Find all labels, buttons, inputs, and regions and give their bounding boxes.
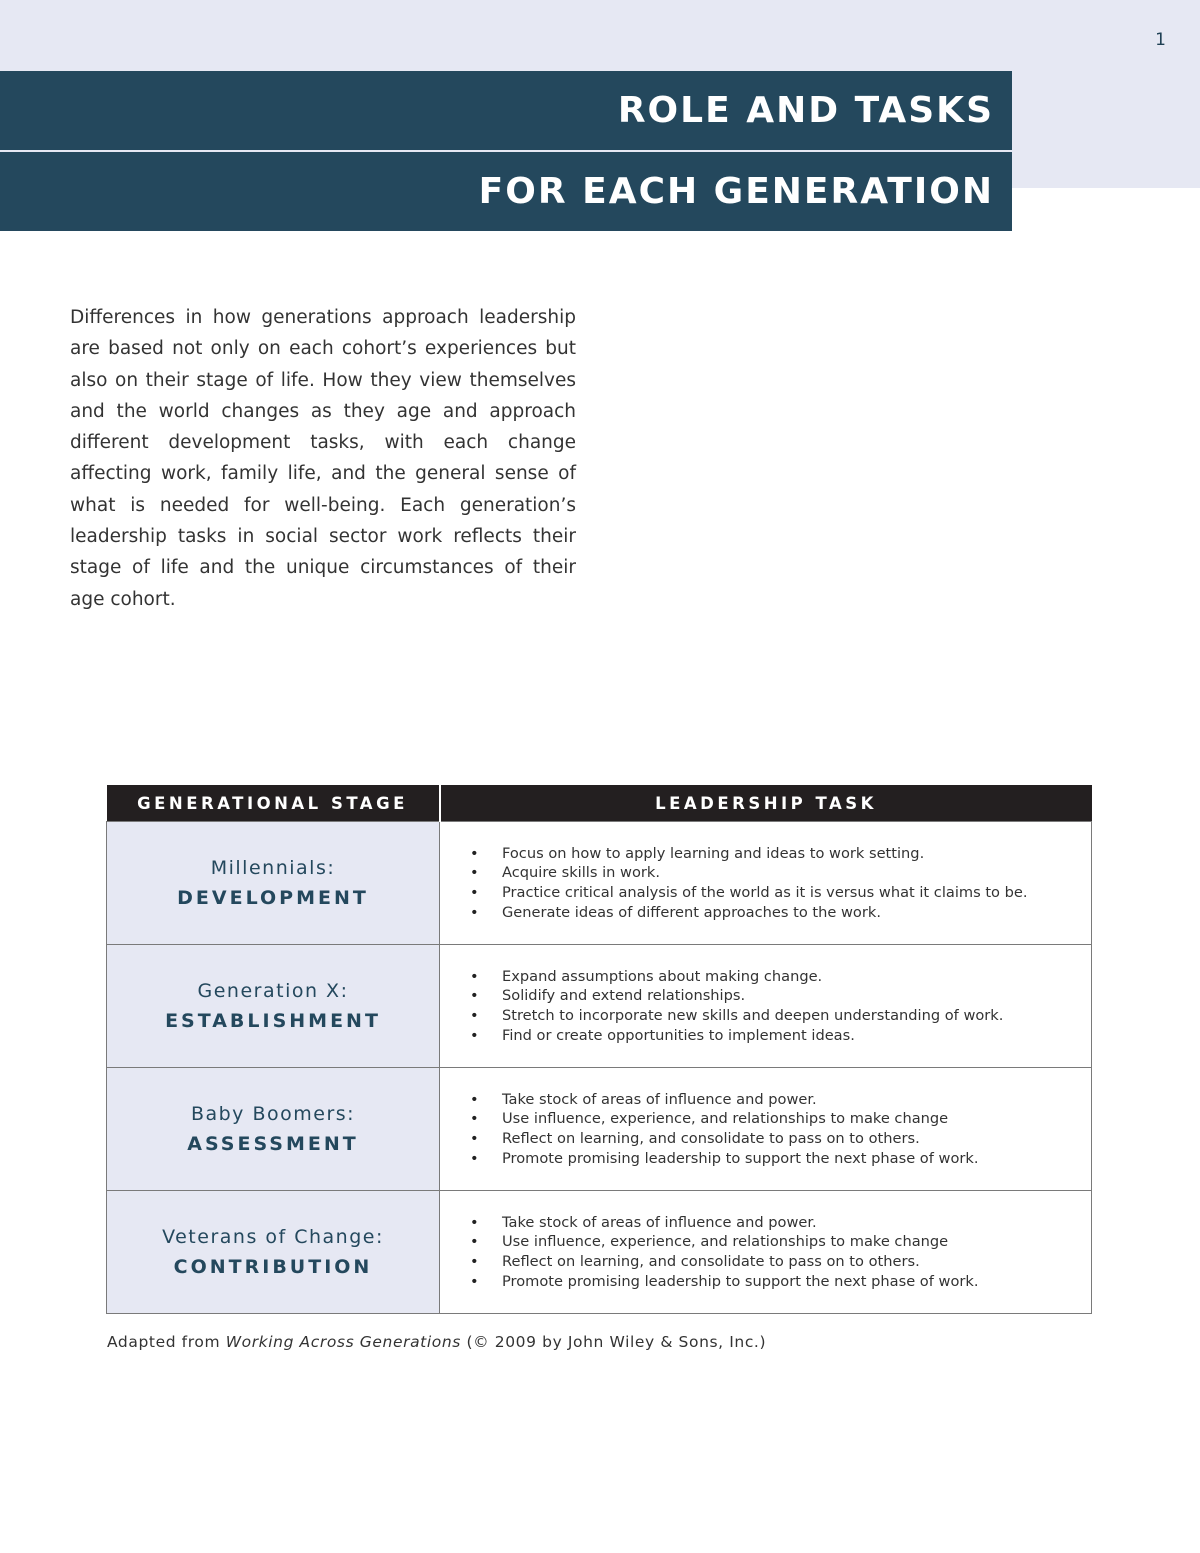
stage-name: CONTRIBUTION: [173, 1256, 373, 1278]
stage-cell: [107, 1068, 440, 1191]
stage-name: ESTABLISHMENT: [165, 1010, 381, 1032]
stage-name: ASSESSMENT: [187, 1133, 359, 1155]
task-item: • Find or create opportunities to implement ideas.: [502, 1026, 1091, 1046]
task-list: [440, 1090, 1091, 1168]
task-item: • Reflect on learning, and consolidate to pass on to others.: [502, 1129, 1091, 1149]
stage-column-header: GENERATIONAL STAGE: [107, 785, 440, 822]
task-list: [440, 967, 1091, 1045]
title-band-top: [0, 71, 1012, 150]
leadership-table: [106, 785, 1092, 1314]
task-column-header: LEADERSHIP TASK: [440, 785, 1092, 822]
source-citation: [107, 1333, 766, 1351]
generation-name: Millennials:: [210, 857, 336, 879]
page-number: 1: [1155, 30, 1166, 50]
task-item: • Solidify and extend relationships.: [502, 986, 1091, 1006]
stage-cell: [107, 945, 440, 1068]
task-cell: [440, 822, 1092, 945]
intro-paragraph: Differences in how generations approach leadership are based not only on each cohort’s experiences but also on their stage of life. How they view themselves and the world changes as they age and approach different development tasks, with each change affecting work, family life, and the general sense of what is needed for well-being. Each generation’s leadership tasks in social sector work reflects their stage of life and the unique circumstances of their age cohort.: [70, 307, 576, 610]
stage-cell: [107, 822, 440, 945]
title-band-bottom: [0, 152, 1012, 231]
table-row: [107, 945, 1092, 1068]
task-list: [440, 1213, 1091, 1291]
stage-cell: [107, 1191, 440, 1314]
title-line-2: FOR EACH GENERATION: [478, 171, 994, 212]
task-item: • Acquire skills in work.: [502, 863, 1091, 883]
task-item: • Use influence, experience, and relationships to make change: [502, 1109, 1091, 1129]
table-row: [107, 1191, 1092, 1314]
task-item: • Stretch to incorporate new skills and deepen understanding of work.: [502, 1006, 1091, 1026]
task-item: • Take stock of areas of influence and power.: [502, 1090, 1091, 1110]
task-item: • Generate ideas of different approaches to the work.: [502, 903, 1091, 923]
task-item: • Take stock of areas of influence and power.: [502, 1213, 1091, 1233]
task-item: • Practice critical analysis of the world as it is versus what it claims to be.: [502, 883, 1091, 903]
task-cell: [440, 945, 1092, 1068]
citation-prefix: Adapted from: [107, 1333, 226, 1351]
task-cell: [440, 1191, 1092, 1314]
title-line-1: ROLE AND TASKS: [617, 90, 994, 131]
task-item: • Focus on how to apply learning and ideas to work setting.: [502, 844, 1091, 864]
task-item: • Promote promising leadership to support the next phase of work.: [502, 1149, 1091, 1169]
task-cell: [440, 1068, 1092, 1191]
table-header-row: [107, 785, 1092, 822]
task-item: • Use influence, experience, and relationships to make change: [502, 1232, 1091, 1252]
generation-name: Generation X:: [197, 980, 349, 1002]
task-item: • Reflect on learning, and consolidate to pass on to others.: [502, 1252, 1091, 1272]
table-row: [107, 1068, 1092, 1191]
citation-book-title: Working Across Generations: [225, 1333, 461, 1351]
task-list: [440, 844, 1091, 922]
generation-name: Veterans of Change:: [162, 1226, 384, 1248]
stage-name: DEVELOPMENT: [177, 887, 369, 909]
task-item: • Promote promising leadership to support the next phase of work.: [502, 1272, 1091, 1292]
citation-suffix: (© 2009 by John Wiley & Sons, Inc.): [460, 1333, 767, 1351]
table-row: [107, 822, 1092, 945]
task-item: • Expand assumptions about making change.: [502, 967, 1091, 987]
generation-name: Baby Boomers:: [190, 1103, 356, 1125]
